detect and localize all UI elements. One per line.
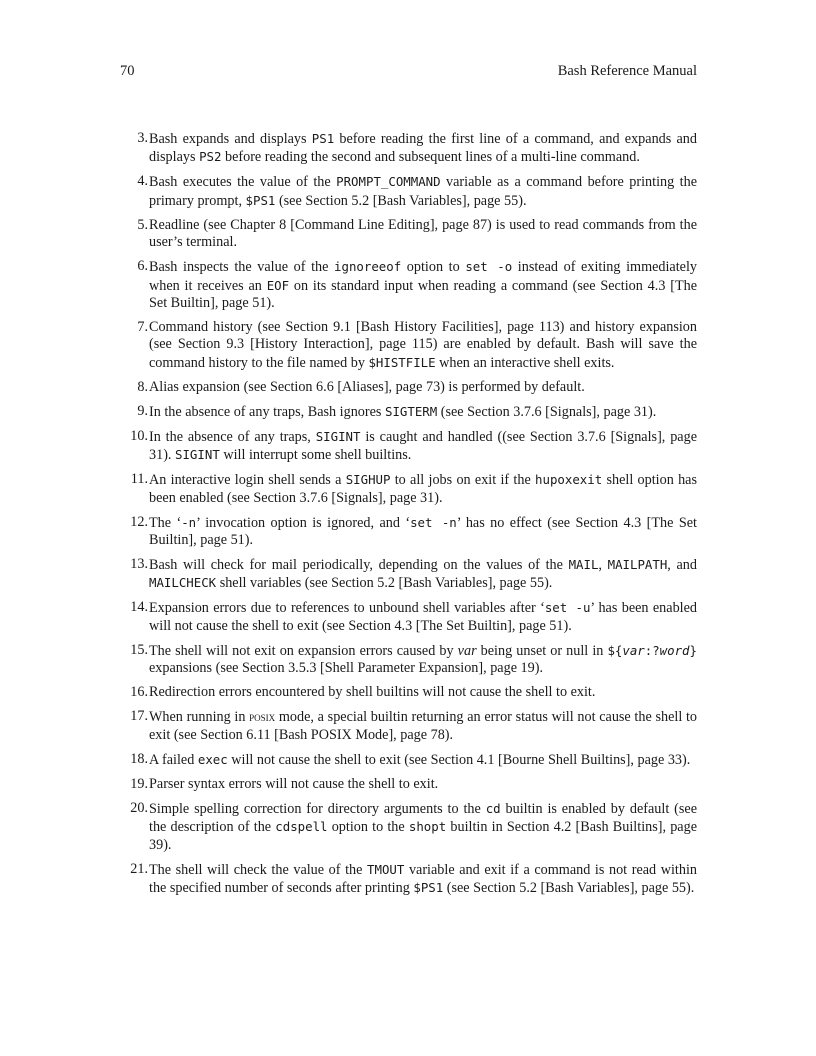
text-run: shell option has been enabled (see Section 3.7.6 [Signals], page 31). [149, 472, 698, 506]
text-run: on its standard input when reading a command (see Section 4.3 [The Set Builtin], page 51). [149, 277, 697, 312]
code-term [660, 643, 690, 658]
text-run: The shell will check the value of the [149, 861, 368, 878]
code-term: cdspell [275, 819, 328, 835]
list-item-number: 14. [130, 599, 148, 616]
text-run: In the absence of any traps, Bash ignores [149, 403, 385, 420]
code-term: cd [485, 800, 501, 816]
text-run: before reading the first line of a command, and expands and displays [149, 131, 697, 166]
list-item [110, 556, 697, 593]
text-run: builtin is enabled by default (see the description of the [149, 800, 697, 836]
text-run: (see Section 5.2 [Bash Variables], page 55). [443, 879, 695, 896]
text-run: (see Section 3.7.6 [Signals], page 31). [437, 403, 657, 420]
code-term: shopt [408, 819, 447, 835]
text-run: Parser syntax errors will not cause the shell to exit. [149, 775, 439, 792]
list-item [110, 258, 697, 312]
text-run: Readline (see Chapter 8 [Command Line Editing], page 87) is used to read commands from the user’s terminal. [149, 216, 697, 251]
text-run: An interactive login shell sends a [149, 472, 346, 489]
list-item [110, 776, 697, 793]
code-term: SIGINT [315, 428, 361, 444]
text-run: , [598, 557, 608, 574]
text-run: Expansion errors due to references to unbound shell variables after ‘ [149, 600, 545, 617]
list-item-text [149, 684, 697, 701]
code-term: set -n [410, 514, 457, 530]
text-run: Simple spelling correction for directory arguments to the [149, 800, 486, 817]
list-item [110, 708, 697, 744]
text-run: Bash executes the value of the [149, 174, 337, 191]
text-run: The shell will not exit on expansion errors caused by [149, 642, 458, 659]
text-run: Alias expansion (see Section 6.6 [Aliases], page 73) is performed by default. [149, 378, 585, 395]
running-title: Bash Reference Manual [557, 63, 697, 79]
list-item-number: 6. [137, 258, 148, 275]
list-item-text [149, 379, 697, 396]
code-term: MAILPATH [607, 557, 668, 573]
text-run: builtin in Section 4.2 [Bash Builtins], page 39). [149, 819, 697, 853]
list-item [110, 319, 697, 372]
text-run: ’ has been enabled will not cause the shell to exit (see Section 4.3 [The Set Builtin], page 51). [149, 600, 697, 634]
list-item-text [149, 556, 697, 593]
text-run: will not cause the shell to exit (see Section 4.1 [Bourne Shell Builtins], page 33). [227, 751, 691, 768]
text-run: Bash inspects the value of the [149, 259, 335, 276]
list-item [110, 217, 697, 252]
code-term: SIGHUP [345, 472, 391, 488]
text-run: before reading the second and subsequent lines of a multi-line command. [221, 149, 640, 166]
text-run: expansions (see Section 3.5.3 [Shell Parameter Expansion], page 19). [149, 660, 543, 677]
list-item [110, 684, 697, 701]
list-item-text [149, 800, 697, 854]
code-term: } [689, 642, 697, 658]
numbered-list [110, 130, 697, 904]
list-item-number: 21. [130, 860, 148, 877]
text-run: variable and exit if a command is not read within the specified number of seconds after printing [149, 861, 697, 896]
list-item-number: 13. [130, 556, 148, 573]
list-item [110, 642, 697, 678]
list-item-text [149, 319, 697, 372]
code-term: ${ [607, 642, 623, 658]
code-term: $HISTFILE [368, 354, 436, 370]
text-run: A failed [149, 751, 198, 768]
text-run: Command history (see Section 9.1 [Bash History Facilities], page 113) and history expansion (see Section 9.3 [History Interaction], page 115) are enabled by default. Bash will save the command history to the file named by [149, 319, 697, 371]
list-item [110, 861, 697, 898]
code-term: set -u [544, 600, 591, 616]
list-item-text [149, 776, 697, 793]
list-item-number: 20. [130, 799, 148, 816]
list-item [110, 514, 697, 550]
list-item-text [149, 130, 697, 167]
page-header [120, 63, 697, 80]
list-item [110, 751, 697, 769]
list-item-number: 7. [137, 319, 148, 336]
code-placeholder: var [622, 642, 645, 658]
italic-term: var [457, 642, 477, 659]
list-item [110, 130, 697, 167]
list-item-text [149, 861, 697, 898]
list-item [110, 471, 697, 507]
text-run: is caught and handled ((see Section 3.7.6 [Signals], page 31). [149, 428, 697, 464]
text-run: When running in [149, 709, 250, 726]
text-run: instead of exiting immediately when it receives an [149, 259, 698, 294]
list-item-number: 3. [137, 130, 148, 146]
text-run: will interrupt some shell builtins. [219, 447, 412, 464]
text-run: variable as a command before printing the primary prompt, [149, 174, 697, 209]
text-run: shell variables (see Section 5.2 [Bash Variables], page 55). [216, 575, 553, 592]
code-term: TMOUT [367, 861, 405, 877]
text-run: being unset or null in [476, 642, 608, 659]
page-number: 70 [120, 63, 135, 79]
text-run: ’ invocation option is ignored, and ‘ [196, 514, 411, 531]
list-item-text [149, 217, 697, 252]
list-item-text [149, 599, 697, 635]
code-term: -n [181, 514, 197, 530]
list-item-text [149, 258, 697, 312]
list-item-text [149, 471, 697, 507]
code-term: exec [197, 751, 228, 767]
list-item-number: 9. [137, 402, 148, 419]
text-run: , and [667, 557, 697, 574]
list-item [110, 800, 697, 854]
text-run: Bash expands and displays [149, 131, 312, 147]
code-term: SIGTERM [385, 403, 438, 419]
code-term: PS2 [199, 149, 222, 165]
code-term: set -o [465, 259, 513, 275]
text-run: Redirection errors encountered by shell builtins will not cause the shell to exit. [149, 684, 596, 701]
list-item-text [149, 173, 697, 210]
text-run: to all jobs on exit if the [390, 472, 536, 489]
list-item-number: 4. [137, 173, 148, 190]
list-item [110, 403, 697, 421]
text-run: Bash will check for mail periodically, depending on the values of the [149, 557, 569, 574]
list-item-number: 18. [130, 750, 148, 767]
code-placeholder: word [659, 642, 690, 658]
text-run: mode, a special builtin returning an error status will not cause the shell to exit (see Section 6.11 [Bash POSIX Mode], page 78). [149, 709, 698, 743]
text-run: (see Section 5.2 [Bash Variables], page 55). [275, 192, 527, 209]
list-item [110, 173, 697, 210]
text-run: The ‘ [149, 514, 182, 531]
text-run: In the absence of any traps, [149, 428, 316, 445]
code-term: MAILCHECK [149, 575, 217, 591]
code-term: :? [644, 642, 660, 658]
list-item-number: 16. [130, 684, 148, 701]
code-term: PROMPT_COMMAND [336, 174, 441, 190]
list-item [110, 428, 697, 465]
code-term: ignoreeof [334, 259, 402, 275]
list-item-text [149, 751, 697, 769]
list-item-number: 8. [137, 378, 148, 395]
list-item-number: 11. [130, 471, 148, 488]
code-term: $PS1 [413, 879, 444, 895]
text-run: option to the [327, 819, 409, 836]
list-item-text [149, 708, 697, 744]
list-item-text [149, 642, 697, 678]
list-item [110, 379, 697, 396]
code-term: $PS1 [245, 192, 276, 208]
list-item-number: 15. [130, 641, 148, 658]
small-caps-term: posix [249, 709, 276, 725]
text-run: option to [401, 259, 466, 276]
list-item-text [149, 428, 697, 465]
list-item [110, 599, 697, 635]
code-term: EOF [266, 277, 290, 293]
code-term [622, 643, 644, 658]
code-term: PS1 [311, 131, 335, 146]
list-item-number: 17. [130, 708, 148, 725]
list-item-number: 5. [137, 216, 148, 233]
list-item-number: 19. [130, 775, 148, 792]
list-item-number: 12. [130, 513, 148, 530]
code-term: hupoxexit [535, 472, 603, 488]
list-item-number: 10. [130, 427, 148, 444]
list-item-text [149, 514, 697, 550]
text-run: ’ has no effect (see Section 4.3 [The Set Builtin], page 51). [149, 514, 697, 549]
code-term: MAIL [568, 557, 599, 573]
list-item-text [149, 403, 697, 421]
text-run: when an interactive shell exits. [435, 354, 615, 371]
code-term: SIGINT [175, 447, 220, 463]
